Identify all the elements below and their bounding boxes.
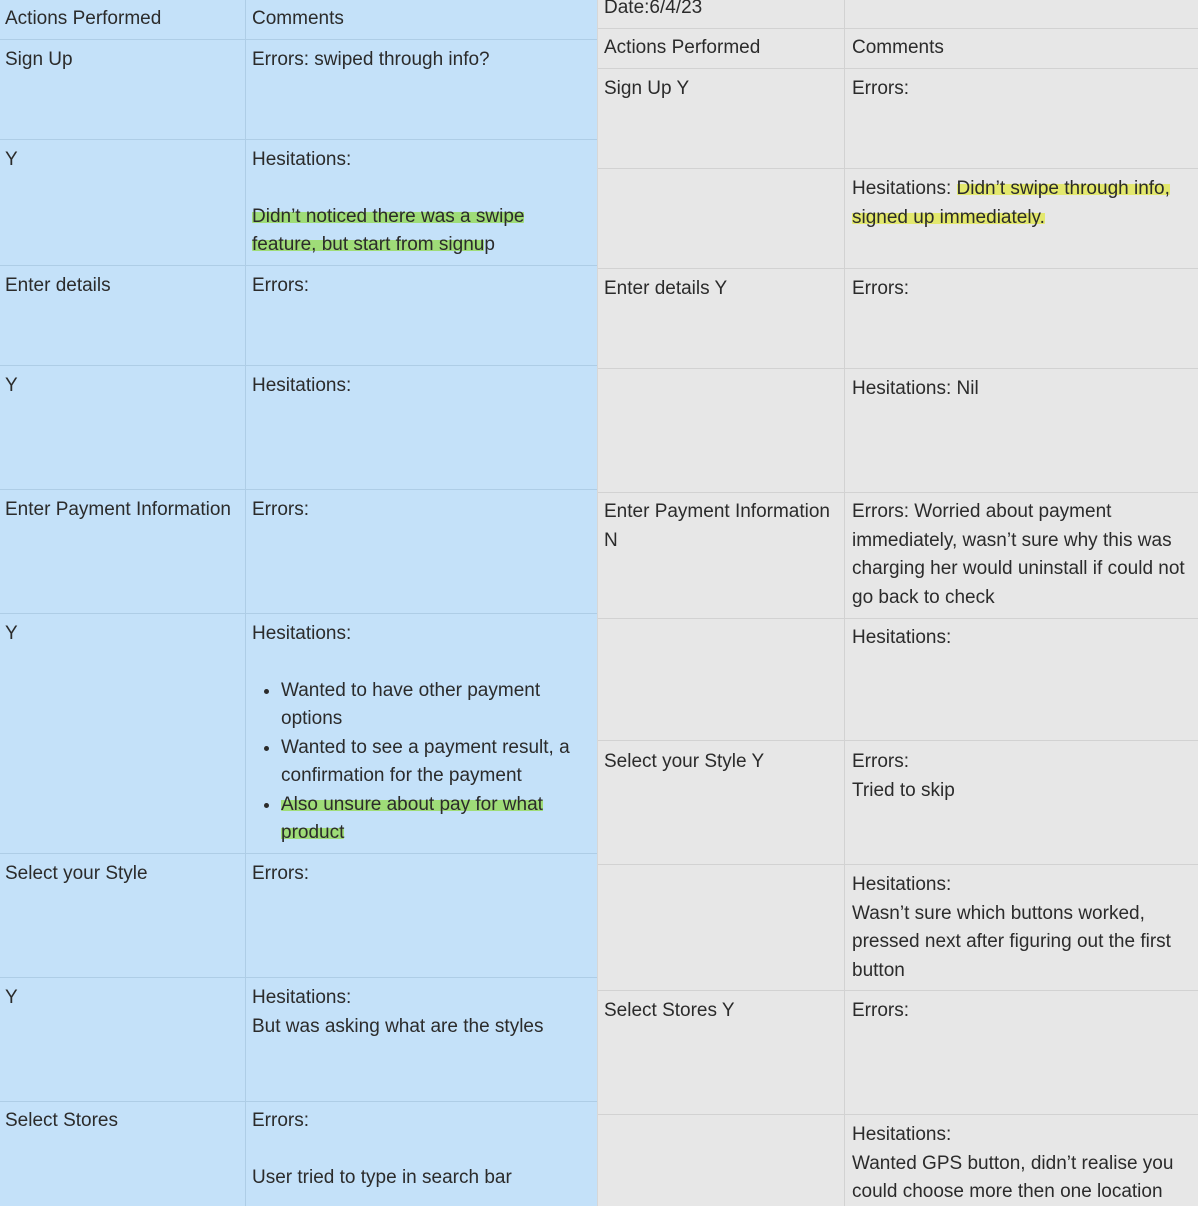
table-header (598, 29, 1198, 69)
table-row (0, 1102, 598, 1206)
comment-cell (252, 146, 588, 260)
errors-label: Errors: (252, 1110, 309, 1131)
comment-cell: Errors: (252, 275, 309, 296)
comment-text: But was asking what are the styles (252, 1015, 544, 1037)
table-row (598, 619, 1198, 741)
action-cell: Select Stores (5, 1110, 118, 1131)
highlighted-text: Didn’t noticed there was a swipe (252, 205, 525, 227)
action-cell: Enter details (5, 275, 111, 296)
action-cell: Select your Style (5, 863, 148, 884)
comment-text: Wanted GPS button, didn’t realise you could choose more then one location (852, 1152, 1174, 1202)
hesitations-label: Hesitations: (252, 149, 352, 170)
comment-cell (852, 871, 1192, 985)
highlighted-text: feature, but start from signu (252, 234, 485, 255)
hesitations-label: Hesitations: (852, 178, 957, 199)
table-row (0, 266, 598, 366)
errors-label: Errors: (852, 751, 909, 772)
action-cell: Y (5, 987, 18, 1008)
comment-cell: Errors: (252, 863, 309, 884)
comment-cell: Errors: (852, 1000, 909, 1021)
table-row (0, 140, 598, 266)
highlighted-note (252, 203, 588, 232)
table-row (598, 1115, 1198, 1206)
table-row (598, 369, 1198, 493)
action-cell: Enter Payment Information (5, 499, 231, 520)
comment-cell: Hesitations: (252, 375, 352, 396)
hesitations-label: Hesitations: (852, 874, 952, 895)
table-row (0, 40, 598, 140)
action-cell: Select your Style Y (604, 751, 765, 772)
session-date: Date:6/4/23 (604, 0, 703, 18)
hesitations-label: Hesitations: (852, 1124, 952, 1145)
list-item (281, 791, 588, 848)
highlighted-note (252, 231, 588, 260)
action-cell: Y (5, 623, 18, 644)
action-cell: Sign Up Y (604, 78, 690, 99)
table-row (598, 991, 1198, 1115)
table-row (598, 741, 1198, 865)
comment-cell (852, 175, 1192, 232)
table-row (598, 269, 1198, 369)
header-comments: Comments (252, 8, 344, 29)
comment-cell: Errors: (252, 499, 309, 520)
table-row (598, 493, 1198, 619)
hesitations-label: Hesitations: (252, 623, 352, 644)
comment-text: Tried to skip (852, 779, 955, 801)
comment-cell: Errors: swiped through info? (252, 49, 490, 70)
highlighted-text: signed up immediately. (852, 206, 1045, 228)
note-tail: p (484, 234, 495, 255)
table-row (0, 366, 598, 490)
list-item: • Wanted to see a payment result, a confirmation for the payment (281, 734, 588, 791)
comment-cell (252, 1107, 588, 1192)
comment-cell (852, 1121, 1192, 1206)
comment-cell: Hesitations: (852, 627, 952, 648)
comment-cell (252, 984, 588, 1041)
table-header (0, 0, 598, 40)
header-actions-performed: Actions Performed (5, 8, 162, 29)
table-row (598, 865, 1198, 991)
table-row (0, 978, 598, 1102)
table-row (0, 614, 598, 854)
comment-cell: Hesitations: Nil (852, 378, 979, 399)
table-row (598, 69, 1198, 169)
hesitations-label: Hesitations: (252, 987, 352, 1008)
header-comments: Comments (852, 37, 944, 58)
action-cell: Select Stores Y (604, 1000, 735, 1021)
action-cell: Y (5, 149, 18, 170)
action-cell: Enter Payment Information N (604, 501, 830, 551)
comment-cell: Errors: (852, 278, 909, 299)
action-cell: Y (5, 375, 18, 396)
list-item: • Wanted to have other payment options (281, 677, 588, 734)
comment-cell (252, 620, 588, 848)
highlighted-text: Didn’t swipe through info, (956, 178, 1170, 199)
hesitation-list (252, 677, 588, 848)
comment-cell: Errors: (852, 78, 909, 99)
table-row (0, 854, 598, 978)
table-row (0, 490, 598, 614)
action-cell: Sign Up (5, 49, 73, 70)
comment-cell (852, 748, 1192, 805)
comment-cell: Errors: Worried about payment immediately, wasn’t sure why this was charging her would uninstall if could not go back to check (852, 501, 1185, 608)
highlighted-text: Also unsure about pay for what product (281, 793, 543, 843)
comment-text: User tried to type in search bar (252, 1166, 512, 1188)
header-actions-performed: Actions Performed (604, 37, 761, 58)
left-notes-table (0, 0, 598, 1206)
date-row (598, 0, 1198, 29)
table-row (598, 169, 1198, 269)
right-notes-table (598, 0, 1198, 1206)
action-cell: Enter details Y (604, 278, 728, 299)
comment-text: Wasn’t sure which buttons worked, pressed next after figuring out the first button (852, 902, 1171, 981)
